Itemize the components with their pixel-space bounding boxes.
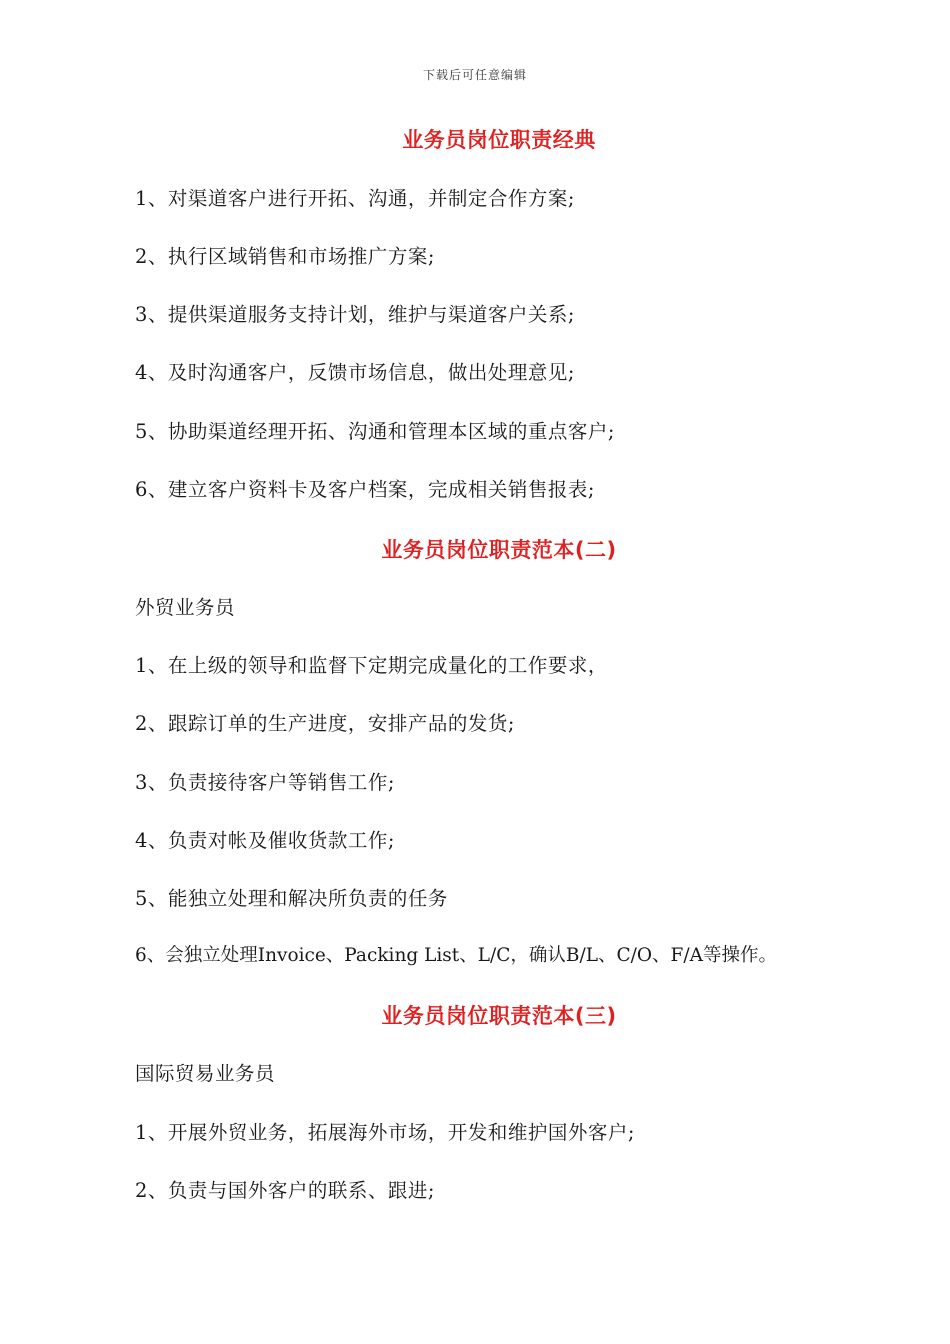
section-1-line-4: 4、及时沟通客户，反馈市场信息，做出处理意见; [135,361,575,384]
section-1-line-2: 2、执行区域销售和市场推广方案; [135,245,435,268]
section-2-line-3: 2、跟踪订单的生产进度，安排产品的发货; [135,712,515,735]
section-2-line-6: 5、能独立处理和解决所负责的任务 [135,887,448,910]
header-note: 下载后可任意编辑 [422,68,527,82]
section-2-line-5: 4、负责对帐及催收货款工作; [135,829,395,852]
section-2-line-2: 1、在上级的领导和监督下定期完成量化的工作要求， [135,654,608,677]
section-1-line-3: 3、提供渠道服务支持计划，维护与渠道客户关系; [135,303,575,326]
section-title-3: 业务员岗位职责范本(三) [381,1004,617,1028]
section-1-line-6: 6、建立客户资料卡及客户档案，完成相关销售报表; [135,478,595,501]
section-3-line-3: 2、负责与国外客户的联系、跟进; [135,1179,435,1202]
section-title-2: 业务员岗位职责范本(二) [381,538,617,562]
section-3-line-2: 1、开展外贸业务，拓展海外市场，开发和维护国外客户; [135,1121,635,1144]
section-3-line-1: 国际贸易业务员 [135,1062,276,1085]
section-1-line-1: 1、对渠道客户进行开拓、沟通，并制定合作方案; [135,187,575,210]
section-2-line-4: 3、负责接待客户等销售工作; [135,771,395,794]
section-title-1: 业务员岗位职责经典 [402,128,596,152]
section-2-line-1: 外贸业务员 [135,596,236,619]
section-2-line-7: 6、会独立处理Invoice、Packing List、L/C，确认B/L、C/O、F/A等操作。 [135,945,777,966]
section-1-line-5: 5、协助渠道经理开拓、沟通和管理本区域的重点客户; [135,420,615,443]
